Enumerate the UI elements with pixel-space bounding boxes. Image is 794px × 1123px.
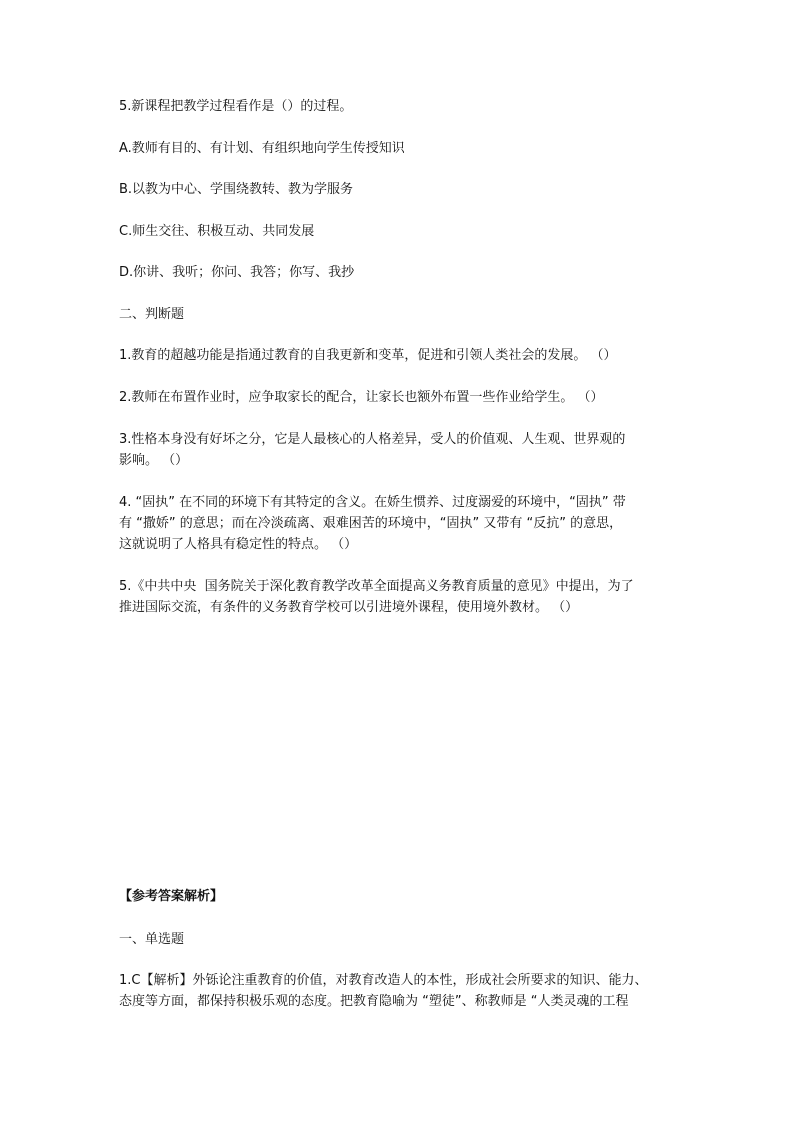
judgment-heading: 二、判断题 xyxy=(119,307,185,322)
answer-1-line-1: 1.C【解析】外铄论注重教育的价值，对教育改造人的本性，形成社会所要求的知识、能力、 xyxy=(119,973,648,988)
question-5-option-b: B.以教为中心、学围绕教转、教为学服务 xyxy=(119,182,354,197)
judgment-item-4-line-3: 这就说明了人格具有稳定性的特点。 （） xyxy=(119,537,358,552)
answers-section-heading: 一、单选题 xyxy=(119,932,185,947)
judgment-item-2: 2.教师在布置作业时，应争取家长的配合，让家长也额外布置一些作业给学生。 （） xyxy=(119,390,604,405)
question-5-option-a: A.教师有目的、有计划、有组织地向学生传授知识 xyxy=(119,141,405,156)
answer-1-line-2: 态度等方面，都保持积极乐观的态度。把教育隐喻为 “塑徒”、称教师是 “人类灵魂的工程 xyxy=(119,994,629,1009)
question-5-option-d: D.你讲、我听；你问、我答；你写、我抄 xyxy=(119,265,355,280)
question-5-stem: 5.新课程把教学过程看作是（）的过程。 xyxy=(119,99,353,114)
judgment-item-4-line-1: 4. “固执” 在不同的环境下有其特定的含义。在娇生惯养、过度溺爱的环境中，“固执” 带 xyxy=(119,495,626,510)
judgment-item-4-line-2: 有 “撒娇” 的意思；而在冷淡疏离、艰难困苦的环境中，“固执” 又带有 “反抗” 的意思， xyxy=(119,516,623,531)
judgment-item-3-line-1: 3.性格本身没有好坏之分，它是人最核心的人格差异，受人的价值观、人生观、世界观的 xyxy=(119,432,626,447)
judgment-item-5-line-2: 推进国际交流，有条件的义务教育学校可以引进境外课程，使用境外教材。 （） xyxy=(119,600,579,615)
judgment-item-3-line-2: 影响。 （） xyxy=(119,453,189,468)
answers-heading: 【参考答案解析】 xyxy=(119,889,224,904)
question-5-option-c: C.师生交往、积极互动、共同发展 xyxy=(119,224,315,239)
judgment-item-1: 1.教育的超越功能是指通过教育的自我更新和变革，促进和引领人类社会的发展。 （） xyxy=(119,348,617,363)
judgment-item-5-line-1: 5.《中共中央 国务院关于深化教育教学改革全面提高义务教育质量的意见》中提出，为了 xyxy=(119,579,634,594)
